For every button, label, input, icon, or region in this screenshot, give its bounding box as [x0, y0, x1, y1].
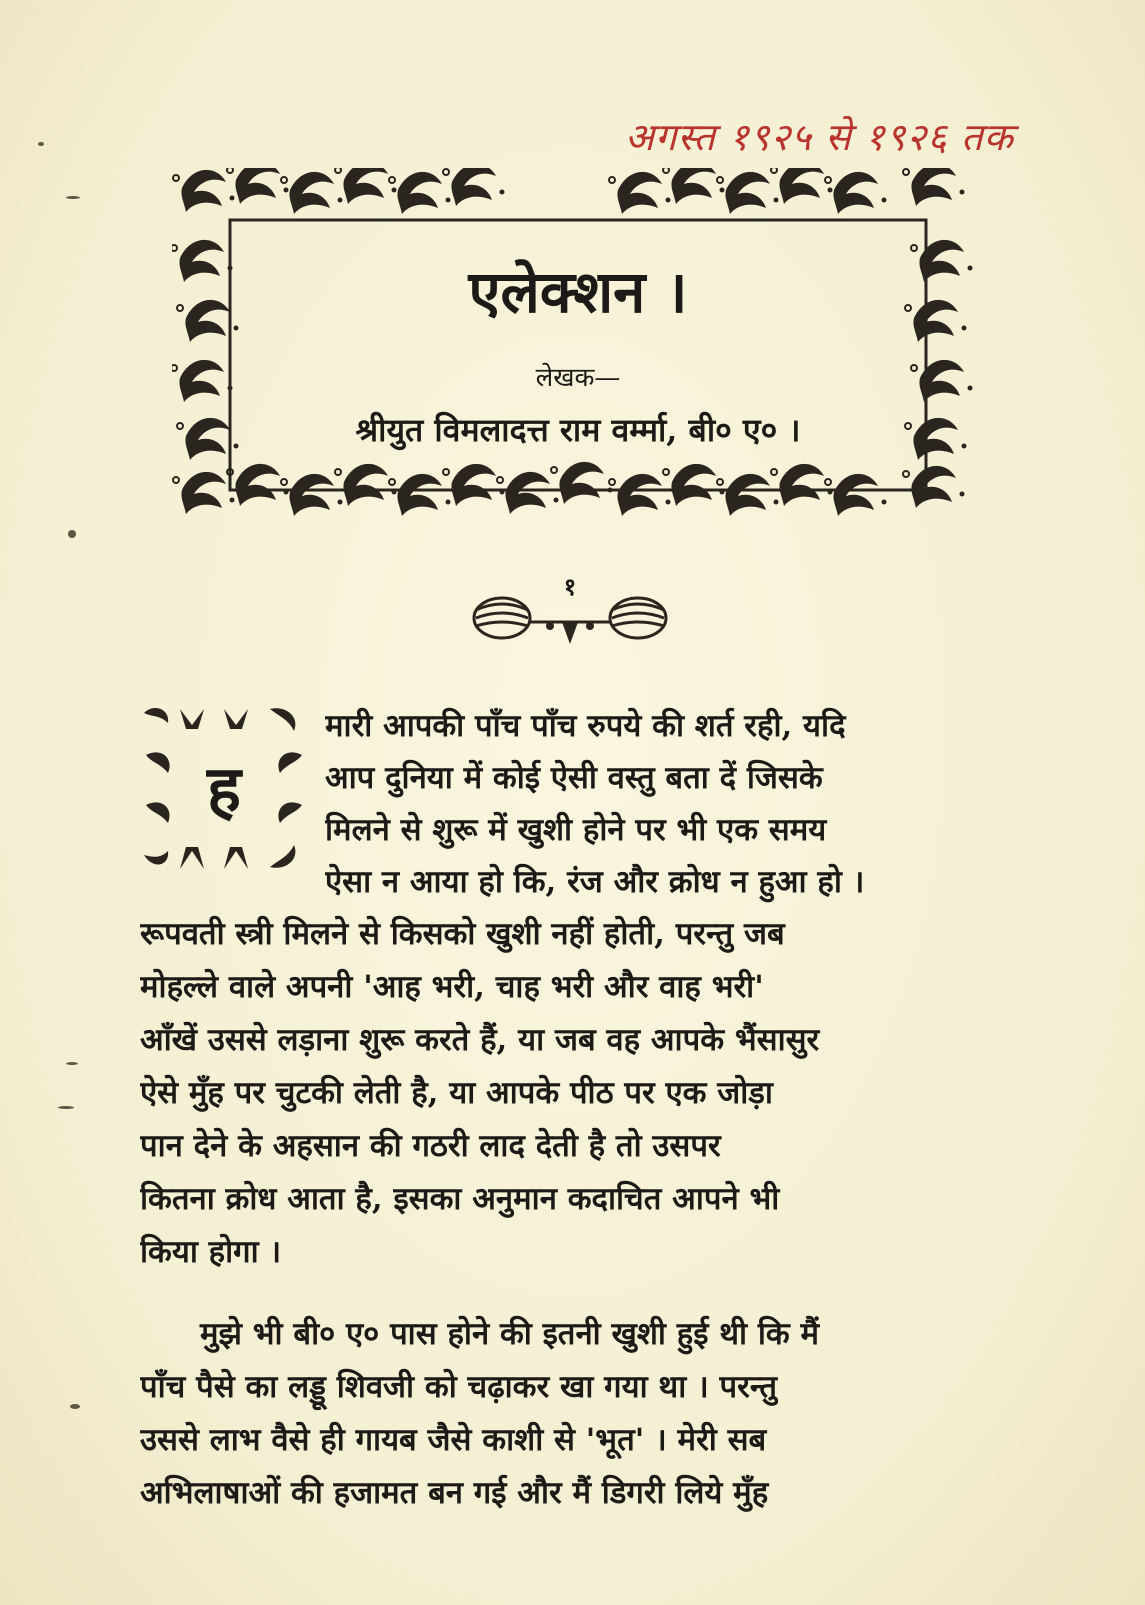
text-line: पाँच पैसे का लड्डू शिवजी को चढ़ाकर खा गया था । परन्तु [140, 1369, 778, 1405]
text-line: अभिलाषाओं की हजामत बन गई और मैं डिगरी लिये मुँह [140, 1475, 769, 1511]
title-ornamental-frame [172, 168, 984, 540]
paper-speck [70, 1404, 80, 1409]
paper-speck [68, 530, 76, 538]
floral-border-icon [172, 168, 984, 540]
drop-cap-ornament [140, 705, 308, 873]
text-line: आँखें उससे लड़ाना शुरू करते हैं, या जब वह आपके भैंसासुर [140, 1022, 820, 1058]
text-line: मोहल्ले वाले अपनी 'आह भरी, चाह भरी और वाह भरी' [140, 969, 764, 1005]
opening-paragraph [325, 700, 1015, 908]
drop-cap-letter: ह [207, 752, 241, 827]
paper-speck [58, 1106, 74, 1109]
text-line: मिलने से शुरू में खुशी होने पर भी एक समय [325, 812, 827, 848]
text-line: ऐसा न आया हो कि, रंज और क्रोध न हुआ हो । [325, 864, 865, 900]
paper-speck [66, 1062, 78, 1065]
author-name: श्रीयुत विमलादत्त राम वर्म्मा, बी० ए० । [355, 411, 801, 449]
page-title: एलेक्शन । [468, 258, 688, 326]
text-line: कितना क्रोध आता है, इसका अनुमान कदाचित आपने भी [140, 1181, 780, 1217]
text-line: किया होगा । [140, 1234, 282, 1270]
paper-speck [66, 196, 80, 199]
paragraph-1 [140, 908, 1015, 1279]
text-line: मारी आपकी पाँच पाँच रुपये की शर्त रही, यदि [325, 708, 846, 744]
paragraph-2 [140, 1308, 1015, 1520]
text-line: उससे लाभ वैसे ही गायब जैसे काशी से 'भूत' । मेरी सब [140, 1422, 767, 1458]
text-line: ऐसे मुँह पर चुटकी लेती है, या आपके पीठ पर एक जोड़ा [140, 1075, 773, 1111]
text-line: आप दुनिया में कोई ऐसी वस्तु बता दें जिसके [325, 760, 823, 796]
handwritten-date-note: अगस्त १९२५ से १९२६ तक [625, 115, 1014, 159]
byline-label: लेखक— [535, 363, 621, 393]
section-number: १ [563, 572, 577, 601]
text-line: रूपवती स्त्री मिलने से किसको खुशी नहीं होती, परन्तु जब [140, 916, 785, 952]
frame-top-row [173, 168, 965, 214]
paper-speck [38, 142, 44, 146]
text-line: पान देने के अहसान की गठरी लाद देती है तो उसपर [140, 1128, 721, 1164]
section-divider-icon [470, 578, 670, 660]
text-line: मुझे भी बी० ए० पास होने की इतनी खुशी हुई थी कि मैं [200, 1316, 820, 1352]
